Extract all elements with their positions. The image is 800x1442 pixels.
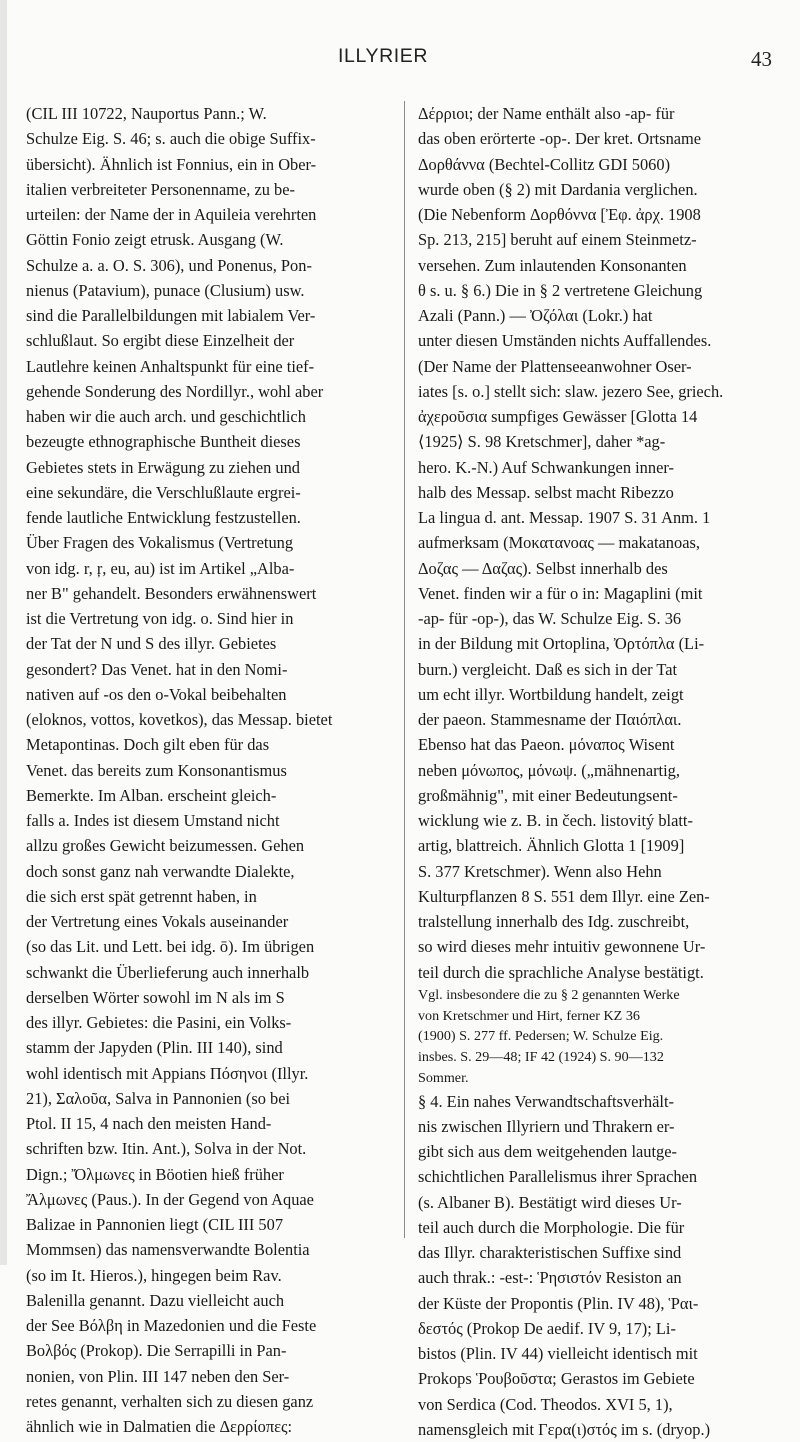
text-line: nonien, von Plin. III 147 neben den Ser- (26, 1366, 290, 1386)
text-line: ἀχεροῦσια sumpfiges Gewässer [Glotta 14 (418, 407, 698, 426)
text-line: (Die Nebenform Δορθόννα [Ἐφ. ἀρχ. 1908 (418, 205, 701, 224)
text-line: retes genannt, verhalten sich zu diesen ganz (26, 1391, 314, 1411)
text-line: schriften bzw. Itin. Ant.), Solva in der Not. (26, 1139, 307, 1159)
text-line: burn.) vergleicht. Daß es sich in der Tat (418, 659, 678, 679)
text-line: Ptol. II 15, 4 nach den meisten Hand- (26, 1114, 272, 1133)
text-line: artig, blattreich. Ähnlich Glotta 1 [1909] (418, 836, 685, 856)
text-line: La lingua d. ant. Messap. 1907 S. 31 Anm. 1 (418, 508, 711, 527)
text-line: 21), Σαλοῦα, Salva in Pannonien (so bei (26, 1088, 291, 1108)
text-line: Δοζας — Δαζας). Selbst innerhalb des (418, 558, 668, 578)
text-line: Schulze a. a. O. S. 306), und Ponenus, Pon- (26, 255, 312, 275)
text-line: haben wir die auch arch. und geschichtlich (26, 407, 306, 426)
text-line: schlußlaut. So ergibt diese Einzelheit der (26, 331, 295, 351)
text-line: Sp. 213, 215] beruht auf einem Steinmetz- (418, 230, 697, 250)
text-line: Prokops Ῥουβοῦστα; Gerastos im Gebiete (418, 1369, 695, 1389)
text-line: wurde oben (§ 2) mit Dardania verglichen. (418, 179, 698, 199)
text-line: δεστός (Prokop De aedif. IV 9, 17); Li- (418, 1318, 676, 1338)
text-line: (so das Lit. und Lett. bei idg. ō). Im übrigen (26, 937, 315, 957)
running-head: ILLYRIER (338, 45, 429, 67)
text-line: in der Bildung mit Ortoplina, Ὀρτόπλα (Li- (418, 634, 705, 654)
text-line: eine sekundäre, die Verschlußlaute ergrei- (26, 482, 301, 502)
text-line: namensgleich mit Γερα(ι)στός im s. (dryop.) (418, 1419, 711, 1439)
text-line: Venet. das bereits zum Konsonantismus (26, 760, 287, 780)
text-line: schwankt die Überlieferung auch innerhalb (26, 962, 310, 982)
text-line: des illyr. Gebietes: die Pasini, ein Volks- (26, 1013, 292, 1032)
text-line: S. 377 Kretschmer). Wenn also Hehn (418, 861, 662, 881)
text-line: versehen. Zum inlautenden Konsonanten (418, 255, 687, 275)
text-line: allzu großes Gewicht beizumessen. Gehen (26, 836, 305, 856)
text-line: großmähnig", mit einer Bedeutungsent- (418, 785, 678, 805)
text-line: (CIL III 10722, Nauportus Pann.; W. (26, 104, 267, 123)
text-line: ner B" gehandelt. Besonders erwähnenswert (26, 583, 317, 603)
text-line: der paeon. Stammesname der Παιόπλαι. (418, 710, 682, 729)
text-line: Venet. finden wir a für o in: Magaplini (mit (418, 583, 703, 603)
text-line: Βολβός (Prokop). Die Serrapilli in Pan- (26, 1341, 287, 1361)
text-line: gibt sich aus dem weitgehenden lautge- (418, 1142, 677, 1162)
text-line: nis zwischen Illyriern und Thrakern er- (418, 1116, 675, 1136)
text-line: ist die Vertretung von idg. o. Sind hier in (26, 609, 294, 628)
text-line: Metapontinas. Doch gilt eben für das (26, 735, 270, 755)
text-line: übersicht). Ähnlich ist Fonnius, ein in Ober- (26, 154, 317, 174)
page-number: 43 (751, 47, 772, 71)
text-line: derselben Wörter sowohl im N als im S (26, 987, 285, 1007)
text-line: Ebenso hat das Paeon. μόναπος Wisent (418, 735, 675, 755)
right-text-column (418, 101, 788, 1442)
text-line: von idg. r, ŗ, eu, au) ist im Artikel „Alba- (26, 558, 295, 578)
text-line: Über Fragen des Vokalismus (Vertretung (26, 533, 294, 553)
text-line: falls a. Indes ist diesem Umstand nicht (26, 811, 280, 830)
text-line: das oben erörterte -op-. Der kret. Ortsname (418, 129, 702, 149)
text-line: wohl identisch mit Appians Πόσηνοι (Illyr. (26, 1063, 309, 1083)
text-line: Mommsen) das namensverwandte Bolentia (26, 1240, 310, 1260)
text-line: nienus (Patavium), punace (Clusium) usw. (26, 280, 305, 300)
text-line: -ap- für -op-), das W. Schulze Eig. S. 36 (418, 609, 682, 628)
text-line: teil durch die sprachliche Analyse bestätigt. (418, 962, 704, 982)
text-line: so wird dieses mehr intuitiv gewonnene Ur- (418, 937, 706, 957)
text-line: Balizae in Pannonien liegt (CIL III 507 (26, 1215, 284, 1234)
text-line: (s. Albaner B). Bestätigt wird dieses Ur- (418, 1192, 682, 1212)
text-line: Lautlehre keinen Anhaltspunkt für eine tief- (26, 356, 315, 376)
text-line: Gebietes stets in Erwägung zu ziehen und (26, 457, 301, 477)
text-line: italien verbreiteter Personenname, zu be- (26, 179, 295, 199)
text-line: neben μόνωπος, μόνωψ. („mähnenartig, (418, 760, 680, 780)
text-line: aufmerksam (Μοκατανοας — makatanoas, (418, 533, 700, 553)
footnote-line: insbes. S. 29—48; IF 42 (1924) S. 90—132 (418, 1049, 664, 1066)
text-line: um echt illyr. Wortbildung handelt, zeigt (418, 684, 684, 704)
text-line: Δέρριοι; der Name enthält also -ap- für (418, 104, 675, 123)
column-divider (404, 101, 405, 1238)
text-line: (Der Name der Plattenseeanwohner Oser- (418, 356, 692, 376)
text-line: (eloknos, vottos, kovetkos), das Messap. bietet (26, 710, 333, 729)
footnote-line: Sommer. (418, 1069, 469, 1086)
text-line: Kulturpflanzen 8 S. 551 dem Illyr. eine Zen- (418, 886, 710, 906)
text-line: von Serdica (Cod. Theodos. XVI 5, 1), (418, 1394, 673, 1414)
text-line: θ s. u. § 6.) Die in § 2 vertretene Gleichung (418, 280, 703, 300)
text-line: Balenilla genannt. Dazu vielleicht auch (26, 1290, 285, 1310)
text-line: fende lautliche Entwicklung festzustellen. (26, 508, 301, 527)
text-line: doch sonst ganz nah verwandte Dialekte, (26, 861, 295, 881)
text-line: stamm der Japyden (Plin. III 140), sind (26, 1038, 283, 1058)
text-line: Ἄλμωνες (Paus.). In der Gegend von Aquae (26, 1189, 314, 1209)
text-line: Bemerkte. Im Alban. erscheint gleich- (26, 785, 277, 805)
text-line: hero. K.-N.) Auf Schwankungen inner- (418, 457, 674, 477)
left-text-column (26, 101, 390, 1439)
text-line: tralstellung innerhalb des Idg. zuschreibt, (418, 912, 690, 931)
text-line: sind die Parallelbildungen mit labialem Ver- (26, 306, 316, 325)
text-line: iates [s. o.] stellt sich: slaw. jezero See, griech. (418, 381, 724, 401)
page-header (0, 45, 800, 85)
text-line: ähnlich wie in Dalmatien die Δερρίοπες: (26, 1417, 293, 1436)
text-line: Azali (Pann.) — Ὀζόλαι (Lokr.) hat (418, 306, 653, 325)
page-gutter-shadow (0, 0, 7, 1265)
text-line: auch thrak.: -est-: Ῥησιστόν Resiston an (418, 1268, 682, 1288)
text-line: (so im It. Hieros.), hingegen beim Rav. (26, 1265, 282, 1285)
text-line: wicklung wie z. B. in čech. listovitý blatt- (418, 811, 693, 830)
footnote-line: von Kretschmer und Hirt, ferner KZ 36 (418, 1007, 640, 1024)
text-line: der Vertretung eines Vokals auseinander (26, 912, 289, 931)
text-line: der Tat der N und S des illyr. Gebietes (26, 634, 277, 654)
text-line: der See Βόλβη in Mazedonien und die Feste (26, 1316, 317, 1335)
footnote-line: Vgl. insbesondere die zu § 2 genannten Werke (418, 986, 680, 1003)
text-line: unter diesen Umständen nichts Auffallendes. (418, 331, 712, 351)
text-line: ⟨1925⟩ S. 98 Kretschmer], daher *ag- (418, 432, 666, 452)
text-line: nativen auf -os den o-Vokal beibehalten (26, 684, 287, 704)
text-line: § 4. Ein nahes Verwandtschaftsverhält- (418, 1091, 674, 1111)
text-line: halb des Messap. selbst macht Ribezzo (418, 482, 674, 502)
text-line: schichtlichen Parallelismus ihrer Sprachen (418, 1167, 698, 1187)
text-line: bistos (Plin. IV 44) vielleicht identisch mit (418, 1344, 698, 1364)
text-line: teil auch durch die Morphologie. Die für (418, 1217, 685, 1237)
text-line: gehende Sonderung des Nordillyr., wohl aber (26, 381, 324, 401)
text-line: die sich erst spät getrennt haben, in (26, 886, 257, 906)
text-line: Schulze Eig. S. 46; s. auch die obige Suffix- (26, 129, 316, 149)
text-line: Göttin Fonio zeigt etrusk. Ausgang (W. (26, 230, 284, 250)
text-line: bezeugte ethnographische Buntheit dieses (26, 432, 301, 452)
text-line: Dign.; Ὄλμωνες in Böotien hieß früher (26, 1164, 284, 1184)
text-line: gesondert? Das Venet. hat in den Nomi- (26, 659, 288, 679)
footnote-line: (1900) S. 277 ff. Pedersen; W. Schulze Eig. (418, 1028, 664, 1045)
text-line: urteilen: der Name der in Aquileia verehrten (26, 205, 317, 224)
text-line: der Küste der Propontis (Plin. IV 48), Ῥαι- (418, 1293, 699, 1313)
text-line: Δορθάννα (Bechtel-Collitz GDI 5060) (418, 154, 671, 174)
text-line: das Illyr. charakteristischen Suffixe sind (418, 1243, 682, 1263)
